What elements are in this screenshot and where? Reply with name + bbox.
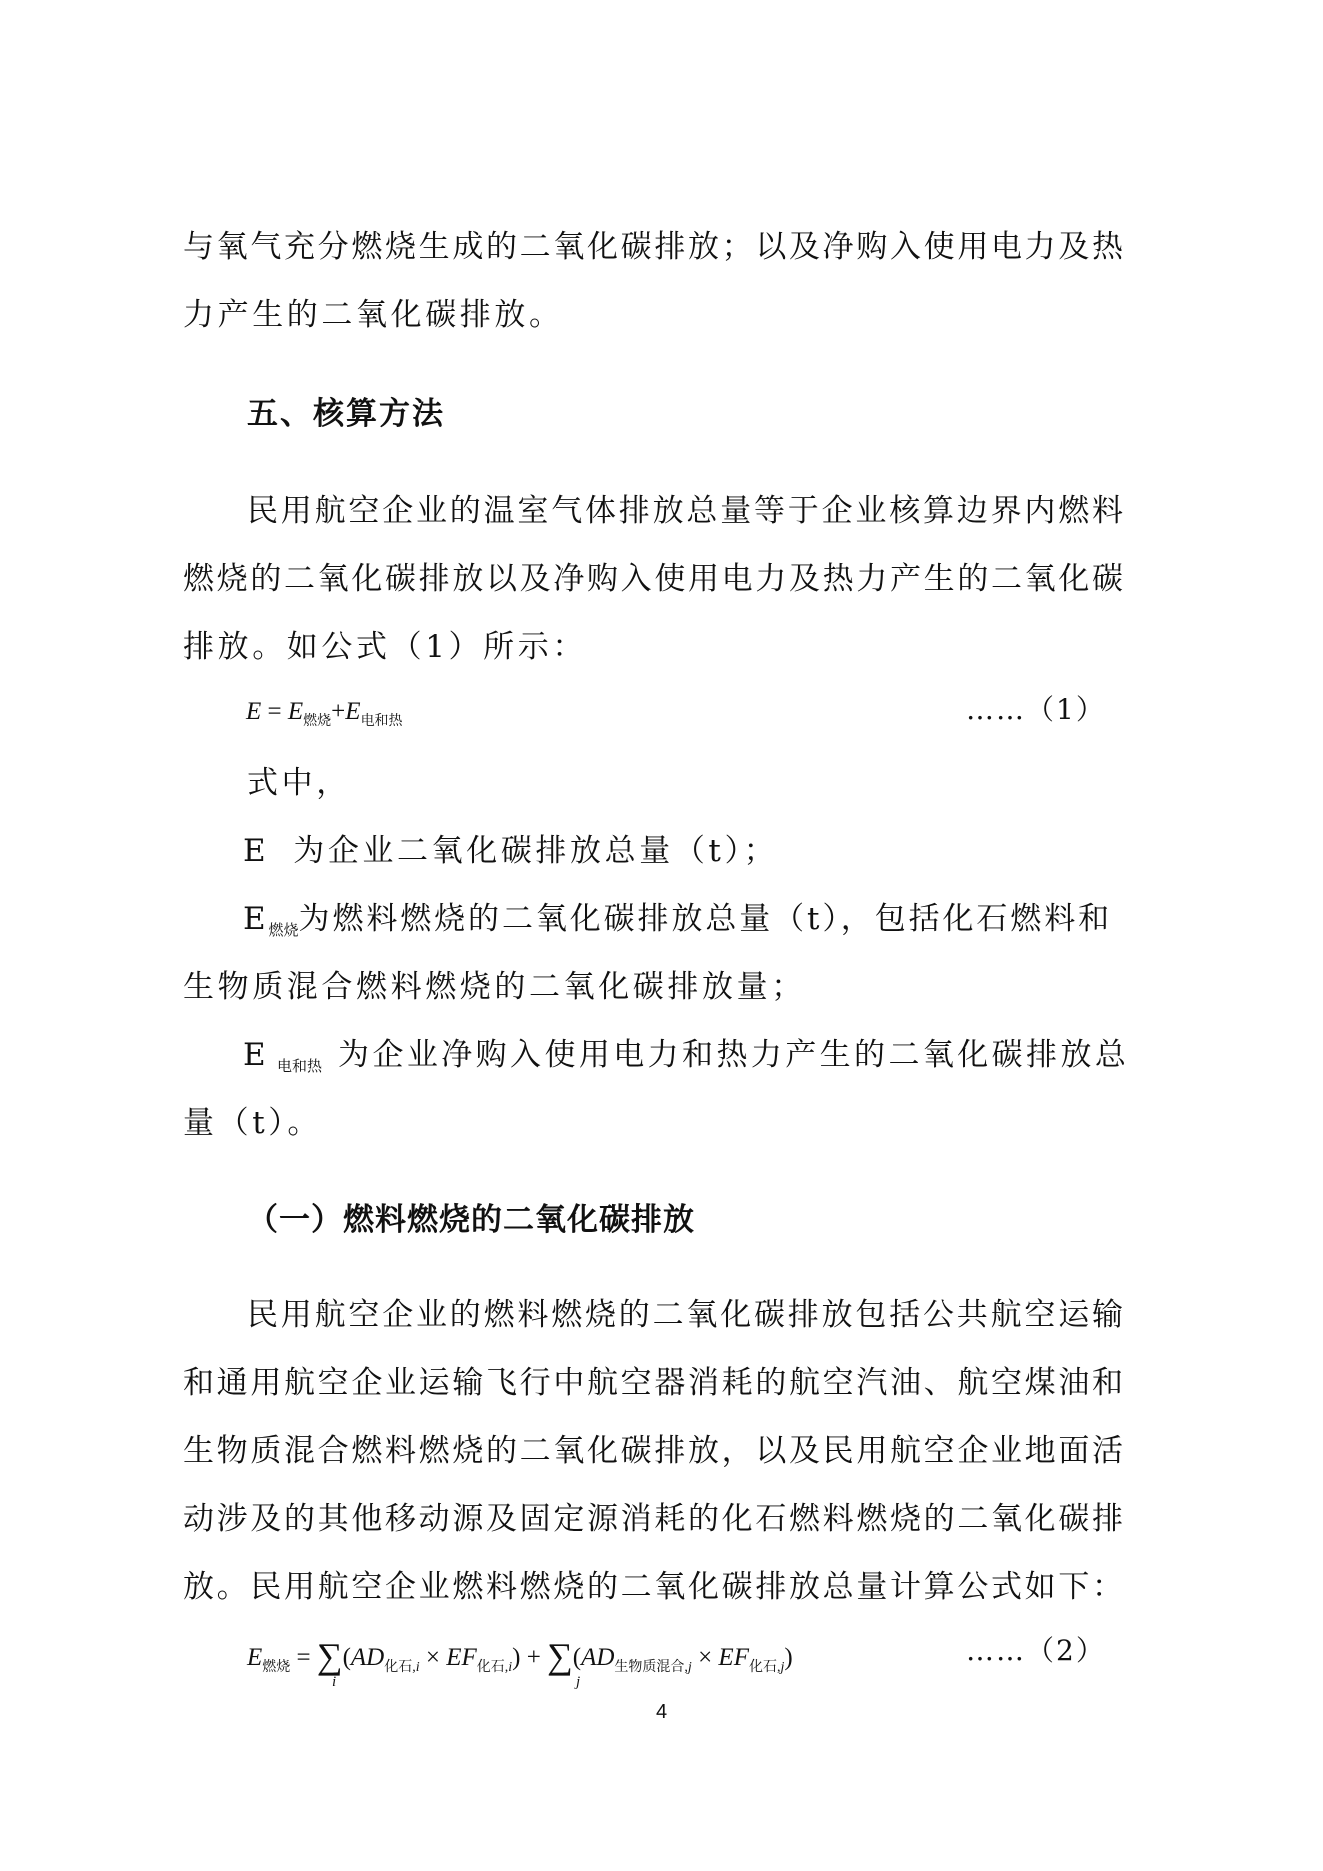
body-text-line: 量（t）。 bbox=[183, 1105, 322, 1141]
body-text-line: 动涉及的其他移动源及固定源消耗的化石燃料燃烧的二氧化碳排 bbox=[183, 1501, 1123, 1537]
summation-index: j bbox=[576, 1674, 581, 1690]
formula-subscript-index: i bbox=[508, 1660, 513, 1675]
body-text-line: 民用航空企业的燃料燃烧的二氧化碳排放包括公共航空运输 bbox=[247, 1297, 1123, 1333]
formula-subscript-text: 化石, bbox=[748, 1660, 781, 1675]
formula-symbol: E bbox=[246, 698, 262, 725]
definition-text: 为企业净购入使用电力和热力产生的二氧化碳排放总 bbox=[338, 1037, 1130, 1073]
formula-operator: × bbox=[419, 1644, 447, 1671]
formula-symbol: E bbox=[287, 698, 304, 725]
formula-symbol: AD bbox=[350, 1644, 385, 1671]
definition-symbol: E bbox=[243, 1037, 270, 1073]
formula-paren: ) bbox=[784, 1644, 793, 1671]
body-text-line: 式中， bbox=[247, 765, 351, 801]
definition-text: 为企业二氧化碳排放总量（t）； bbox=[293, 833, 779, 869]
section-heading: 五、核算方法 bbox=[247, 396, 445, 432]
body-text-line: 生物质混合燃料燃烧的二氧化碳排放量； bbox=[183, 969, 806, 1005]
formula-operator: + bbox=[331, 698, 346, 725]
formula-symbol: AD bbox=[581, 1644, 615, 1671]
body-text-line: 生物质混合燃料燃烧的二氧化碳排放，以及民用航空企业地面活 bbox=[183, 1433, 1123, 1469]
definition-e-burn bbox=[243, 899, 1123, 950]
equation-number: ……（2） bbox=[966, 1634, 1106, 1667]
summation-symbol: ∑ bbox=[316, 1636, 343, 1676]
formula-subscript-text: 化石, bbox=[476, 1660, 509, 1675]
formula-subscript: 电和热 bbox=[360, 714, 403, 729]
body-text-line: 排放。如公式（1）所示： bbox=[183, 629, 587, 665]
formula-subscript bbox=[477, 1660, 512, 1675]
page-number: 4 bbox=[655, 1701, 668, 1723]
definition-subscript: 燃烧 bbox=[268, 921, 299, 939]
body-text-line: 燃烧的二氧化碳排放以及净购入使用电力及热力产生的二氧化碳 bbox=[183, 561, 1123, 597]
formula-subscript-text: 化石, bbox=[384, 1660, 416, 1675]
definition-text: 为燃料燃烧的二氧化碳排放总量（t），包括化石燃料和 bbox=[298, 901, 1113, 937]
formula-subscript bbox=[384, 1660, 419, 1675]
formula-subscript-index: i bbox=[415, 1660, 420, 1675]
body-text-line: 放。民用航空企业燃料燃烧的二氧化碳排放总量计算公式如下： bbox=[183, 1569, 1123, 1605]
formula-operator: = bbox=[290, 1644, 317, 1671]
body-text-line: 与氧气充分燃烧生成的二氧化碳排放；以及净购入使用电力及热 bbox=[183, 229, 1123, 265]
formula-subscript: 燃烧 bbox=[303, 714, 332, 729]
formula-2 bbox=[247, 1636, 793, 1676]
definition-symbol: E bbox=[243, 901, 269, 937]
formula-subscript bbox=[749, 1660, 784, 1675]
definition-subscript: 电和热 bbox=[277, 1057, 323, 1075]
equation-number: ……（1） bbox=[966, 693, 1106, 726]
formula-subscript bbox=[614, 1660, 691, 1675]
formula-paren: ) bbox=[512, 1644, 521, 1671]
subsection-heading: （一）燃料燃烧的二氧化碳排放 bbox=[247, 1202, 695, 1238]
formula-1 bbox=[246, 697, 403, 727]
formula-operator: = bbox=[261, 698, 288, 725]
formula-subscript-index: j bbox=[687, 1660, 692, 1675]
summation-index: i bbox=[332, 1674, 337, 1690]
formula-subscript: 燃烧 bbox=[262, 1660, 291, 1675]
body-text-line: 民用航空企业的温室气体排放总量等于企业核算边界内燃料 bbox=[247, 493, 1123, 529]
definition-e-elec-heat bbox=[243, 1035, 1130, 1086]
formula-subscript-index: j bbox=[780, 1660, 785, 1675]
formula-subscript-text: 生物质混合, bbox=[614, 1660, 688, 1675]
formula-symbol: E bbox=[345, 698, 361, 725]
formula-paren: ( bbox=[342, 1644, 351, 1671]
body-text-line: 力产生的二氧化碳排放。 bbox=[183, 297, 564, 333]
formula-operator: × bbox=[691, 1644, 719, 1671]
formula-paren: ( bbox=[572, 1644, 582, 1671]
summation-symbol: ∑ bbox=[547, 1636, 573, 1676]
formula-symbol: E bbox=[247, 1644, 263, 1671]
formula-symbol: EF bbox=[446, 1644, 477, 1671]
definition-symbol: E bbox=[243, 833, 270, 869]
definition-e bbox=[243, 831, 1123, 871]
formula-operator: + bbox=[520, 1644, 548, 1671]
formula-symbol: EF bbox=[718, 1644, 749, 1671]
body-text-line: 和通用航空企业运输飞行中航空器消耗的航空汽油、航空煤油和 bbox=[183, 1365, 1123, 1401]
